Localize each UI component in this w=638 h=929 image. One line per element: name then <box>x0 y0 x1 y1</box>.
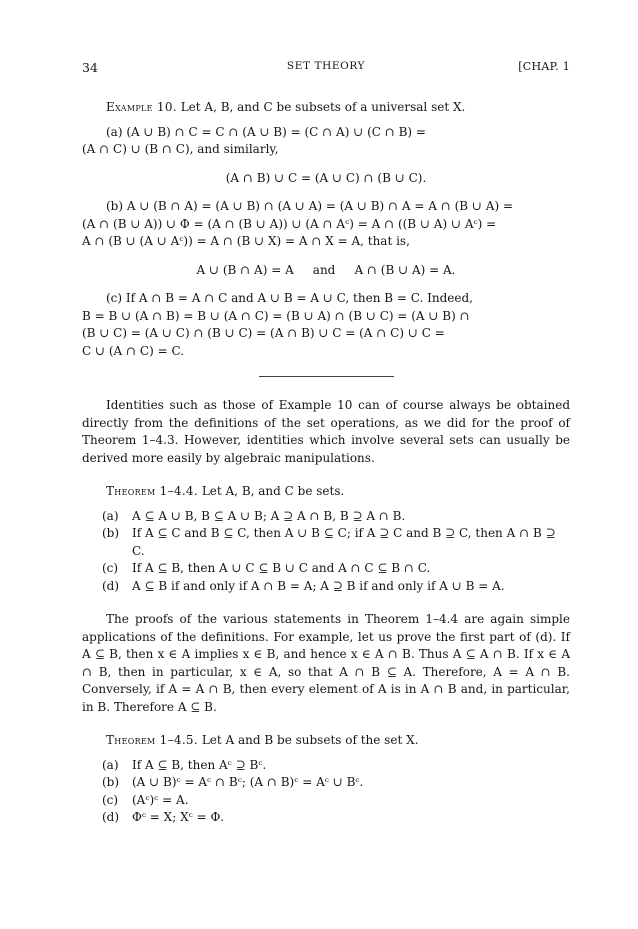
theorem-item <box>102 560 570 578</box>
page-number: 34 <box>82 60 98 75</box>
theorem-1-4-4-heading <box>82 483 570 501</box>
item-text: Φᶜ = X; Xᶜ = Φ. <box>132 810 225 824</box>
item-label: (c) <box>102 792 119 807</box>
theorem-item <box>102 792 570 810</box>
example-c-line-4: C ∪ (A ∩ C) = C. <box>82 343 185 358</box>
theorem-intro: Let A, B, and C be sets. <box>201 484 345 498</box>
item-text: (Aᶜ)ᶜ = A. <box>132 792 189 807</box>
theorem-1-4-5-items <box>102 757 570 827</box>
chapter-label: [CHAP. 1 <box>518 60 570 73</box>
theorem-label: Theorem 1–4.4. <box>106 484 198 498</box>
example-label: Example 10. <box>106 100 177 114</box>
example-b-line-2: (A ∩ (B ∪ A)) ∪ Φ = (A ∩ (B ∪ A)) ∪ (A ∩ Aᶜ) = A ∩ ((B ∪ A) ∪ Aᶜ) = <box>82 216 497 231</box>
item-text: A ⊆ A ∪ B, B ⊆ A ∪ B; A ⊇ A ∩ B, B ⊇ A ∩ B. <box>132 508 406 523</box>
item-label: (d) <box>102 810 120 824</box>
example-c-line-2: B = B ∪ (A ∩ B) = B ∪ (A ∩ C) = (B ∪ A) ∩ (B ∪ C) = (A ∪ B) ∩ <box>82 308 470 323</box>
example-b-line-1: (b) A ∪ (B ∩ A) = (A ∪ B) ∩ (A ∪ A) = (A ∪ B) ∩ A = A ∩ (B ∪ A) = <box>106 199 514 213</box>
theorem-1-4-4-items <box>102 508 570 596</box>
item-label: (a) <box>102 757 119 772</box>
example-b-display: A ∪ (B ∩ A) = A and A ∩ (B ∪ A) = A. <box>196 262 456 277</box>
theorem-item <box>102 809 570 827</box>
item-text: If A ⊆ B, then A ∪ C ⊆ B ∪ C and A ∩ C ⊆ B ∩ C. <box>132 561 431 575</box>
theorem-item <box>102 757 570 775</box>
section-divider <box>259 376 394 377</box>
page-body <box>82 99 570 827</box>
proofs-paragraph: The proofs of the various statements in Theorem 1–4.4 are again simple applications of the definitions. For example, let us prove the first part of (d). If A ⊆ B, then x ∈ A implies x ∈ B, and hence x ∈ A ∩ B. Thus A ⊆ A ∩ B. If x ∈ A ∩ B, then in particular, x ∈ A, so that A ∩ B ⊆ A. Therefore, A = A ∩ B. Conversely, if A = A ∩ B, then every element of A is in A ∩ B and, in particular, in B. Therefore A ⊆ B. <box>82 612 570 714</box>
item-label: (b) <box>102 775 120 789</box>
running-header <box>82 60 570 78</box>
item-label: (a) <box>102 508 119 523</box>
identities-paragraph: Identities such as those of Example 10 can of course always be obtained directly from the definitions of the set operations, as we did for the proof of Theorem 1–4.3. However, identities which involve several sets can usually be derived more easily by algebraic manipulations. <box>82 398 570 465</box>
item-text: A ⊆ B if and only if A ∩ B = A; A ⊇ B if and only if A ∪ B = A. <box>132 578 505 593</box>
theorem-label: Theorem 1–4.5. <box>106 733 198 747</box>
example-a-line-1: (a) (A ∪ B) ∩ C = C ∩ (A ∪ B) = (C ∩ A) ∪ (C ∩ B) = <box>106 124 426 139</box>
theorem-item <box>102 525 570 560</box>
theorem-item <box>102 508 570 526</box>
theorem-item <box>102 578 570 596</box>
item-text: If A ⊆ C and B ⊆ C, then A ∪ B ⊆ C; if A ⊇ C and B ⊇ C, then A ∩ B ⊇ C. <box>132 526 556 558</box>
item-label: (c) <box>102 561 119 575</box>
example-intro-text: Let A, B, and C be subsets of a universal set X. <box>180 100 466 114</box>
running-title: SET THEORY <box>286 60 366 72</box>
example-c-line-1: (c) If A ∩ B = A ∩ C and A ∪ B = A ∪ C, then B = C. Indeed, <box>106 291 473 305</box>
example-10-intro <box>82 99 570 117</box>
theorem-item <box>102 774 570 792</box>
theorem-1-4-5-heading <box>82 732 570 750</box>
item-label: (b) <box>102 526 120 540</box>
example-b-line-3: A ∩ (B ∪ (A ∪ Aᶜ)) = A ∩ (B ∪ X) = A ∩ X = A, that is, <box>82 234 410 248</box>
example-a-line-2: (A ∩ C) ∪ (B ∩ C), and similarly, <box>82 142 279 156</box>
item-label: (d) <box>102 578 120 593</box>
example-a-display: (A ∩ B) ∪ C = (A ∪ C) ∩ (B ∪ C). <box>225 170 427 185</box>
item-text: (A ∪ B)ᶜ = Aᶜ ∩ Bᶜ; (A ∩ B)ᶜ = Aᶜ ∪ Bᶜ. <box>132 775 364 789</box>
theorem-intro: Let A and B be subsets of the set X. <box>201 733 419 747</box>
item-text: If A ⊆ B, then Aᶜ ⊇ Bᶜ. <box>132 757 267 772</box>
example-c-line-3: (B ∪ C) = (A ∪ C) ∩ (B ∪ C) = (A ∩ B) ∪ C = (A ∩ C) ∪ C = <box>82 326 445 340</box>
